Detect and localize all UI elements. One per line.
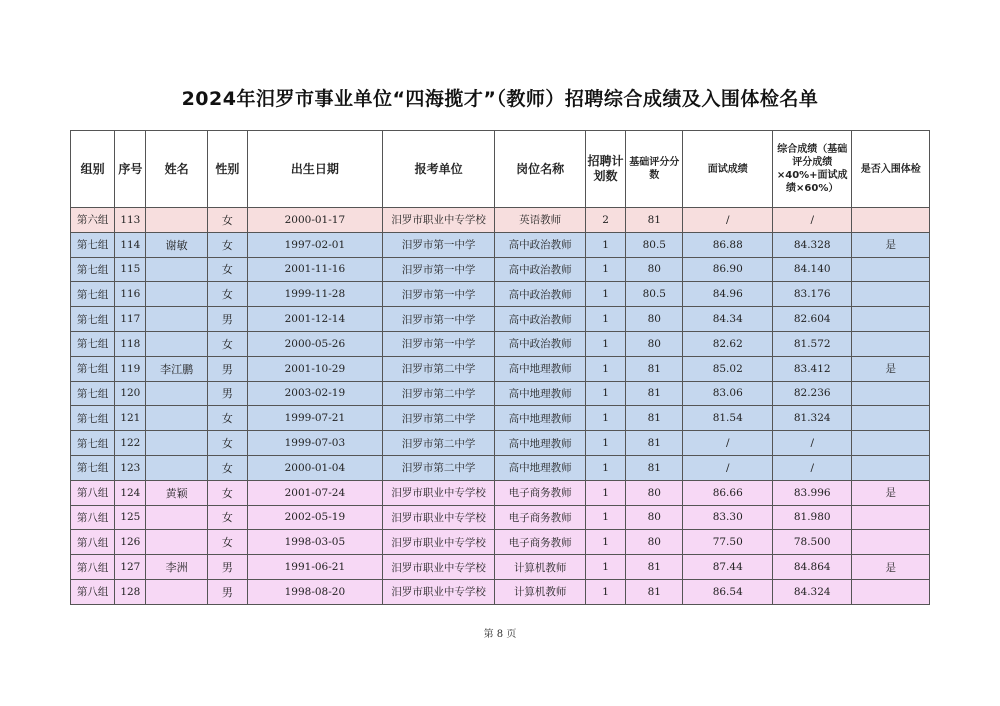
cell-serial: 119 xyxy=(115,356,146,381)
cell-total-score: / xyxy=(772,431,851,456)
cell-base-score: 81 xyxy=(626,356,683,381)
cell-interview-score: / xyxy=(683,208,773,233)
cell-gender: 女 xyxy=(207,505,247,530)
table-row xyxy=(71,431,930,456)
header-serial: 序号 xyxy=(115,131,146,208)
cell-total-score: 83.996 xyxy=(772,480,851,505)
cell-plan-count: 1 xyxy=(585,431,625,456)
cell-name xyxy=(146,455,207,480)
cell-base-score: 80 xyxy=(626,505,683,530)
cell-birth-date: 2002-05-19 xyxy=(247,505,382,530)
results-table xyxy=(70,130,930,605)
cell-post: 高中地理教师 xyxy=(495,455,586,480)
cell-shortlisted xyxy=(852,406,930,431)
cell-shortlisted xyxy=(852,307,930,332)
cell-group: 第八组 xyxy=(71,530,115,555)
header-unit: 报考单位 xyxy=(382,131,495,208)
cell-group: 第七组 xyxy=(71,455,115,480)
cell-shortlisted: 是 xyxy=(852,232,930,257)
cell-base-score: 80.5 xyxy=(626,232,683,257)
header-plan-count: 招聘计划数 xyxy=(585,131,625,208)
cell-base-score: 81 xyxy=(626,381,683,406)
cell-total-score: 83.412 xyxy=(772,356,851,381)
cell-interview-score: 86.54 xyxy=(683,579,773,604)
cell-serial: 123 xyxy=(115,455,146,480)
cell-gender: 女 xyxy=(207,406,247,431)
cell-serial: 115 xyxy=(115,257,146,282)
table-row xyxy=(71,208,930,233)
table-row xyxy=(71,530,930,555)
page-number: 第 8 页 xyxy=(483,629,517,640)
cell-plan-count: 1 xyxy=(585,505,625,530)
page-title: 2024年汨罗市事业单位“四海揽才”（教师）招聘综合成绩及入围体检名单 xyxy=(181,88,819,110)
cell-interview-score: 83.06 xyxy=(683,381,773,406)
cell-serial: 117 xyxy=(115,307,146,332)
cell-gender: 男 xyxy=(207,356,247,381)
cell-gender: 女 xyxy=(207,480,247,505)
cell-serial: 116 xyxy=(115,282,146,307)
cell-name xyxy=(146,505,207,530)
cell-group: 第七组 xyxy=(71,331,115,356)
cell-group: 第八组 xyxy=(71,555,115,580)
header-gender: 性别 xyxy=(207,131,247,208)
cell-post: 电子商务教师 xyxy=(495,480,586,505)
cell-unit: 汨罗市职业中专学校 xyxy=(382,530,495,555)
cell-serial: 120 xyxy=(115,381,146,406)
cell-plan-count: 1 xyxy=(585,232,625,257)
cell-total-score: 82.604 xyxy=(772,307,851,332)
cell-plan-count: 2 xyxy=(585,208,625,233)
header-birth-date: 出生日期 xyxy=(247,131,382,208)
cell-base-score: 81 xyxy=(626,579,683,604)
cell-plan-count: 1 xyxy=(585,331,625,356)
cell-birth-date: 1998-03-05 xyxy=(247,530,382,555)
cell-plan-count: 1 xyxy=(585,356,625,381)
cell-serial: 121 xyxy=(115,406,146,431)
cell-birth-date: 2000-05-26 xyxy=(247,331,382,356)
cell-post: 高中地理教师 xyxy=(495,381,586,406)
cell-base-score: 81 xyxy=(626,431,683,456)
cell-unit: 汨罗市第二中学 xyxy=(382,406,495,431)
cell-post: 计算机教师 xyxy=(495,555,586,580)
cell-shortlisted xyxy=(852,579,930,604)
cell-unit: 汨罗市职业中专学校 xyxy=(382,208,495,233)
cell-unit: 汨罗市第一中学 xyxy=(382,232,495,257)
cell-birth-date: 1997-02-01 xyxy=(247,232,382,257)
cell-post: 电子商务教师 xyxy=(495,530,586,555)
cell-group: 第七组 xyxy=(71,232,115,257)
cell-group: 第七组 xyxy=(71,431,115,456)
cell-base-score: 80 xyxy=(626,257,683,282)
cell-name xyxy=(146,530,207,555)
cell-serial: 122 xyxy=(115,431,146,456)
cell-name xyxy=(146,406,207,431)
header-name: 姓名 xyxy=(146,131,207,208)
cell-unit: 汨罗市第一中学 xyxy=(382,331,495,356)
cell-group: 第八组 xyxy=(71,480,115,505)
cell-gender: 女 xyxy=(207,232,247,257)
cell-gender: 女 xyxy=(207,257,247,282)
cell-plan-count: 1 xyxy=(585,480,625,505)
cell-group: 第七组 xyxy=(71,282,115,307)
cell-plan-count: 1 xyxy=(585,530,625,555)
cell-serial: 125 xyxy=(115,505,146,530)
cell-name xyxy=(146,579,207,604)
cell-gender: 女 xyxy=(207,208,247,233)
cell-interview-score: 77.50 xyxy=(683,530,773,555)
cell-interview-score: 81.54 xyxy=(683,406,773,431)
cell-name: 黄颖 xyxy=(146,480,207,505)
cell-gender: 男 xyxy=(207,579,247,604)
cell-serial: 113 xyxy=(115,208,146,233)
cell-birth-date: 2000-01-17 xyxy=(247,208,382,233)
cell-interview-score: 86.88 xyxy=(683,232,773,257)
cell-post: 电子商务教师 xyxy=(495,505,586,530)
cell-group: 第七组 xyxy=(71,257,115,282)
cell-birth-date: 2001-07-24 xyxy=(247,480,382,505)
cell-name xyxy=(146,307,207,332)
cell-total-score: 83.176 xyxy=(772,282,851,307)
cell-base-score: 81 xyxy=(626,208,683,233)
cell-shortlisted: 是 xyxy=(852,480,930,505)
cell-gender: 女 xyxy=(207,431,247,456)
cell-shortlisted xyxy=(852,257,930,282)
cell-plan-count: 1 xyxy=(585,257,625,282)
table-row xyxy=(71,232,930,257)
cell-interview-score: 84.34 xyxy=(683,307,773,332)
cell-base-score: 81 xyxy=(626,455,683,480)
cell-name: 李江鹏 xyxy=(146,356,207,381)
cell-shortlisted xyxy=(852,282,930,307)
cell-birth-date: 2001-10-29 xyxy=(247,356,382,381)
cell-name: 李洲 xyxy=(146,555,207,580)
table-row xyxy=(71,579,930,604)
table-row xyxy=(71,455,930,480)
cell-gender: 女 xyxy=(207,282,247,307)
header-base-score: 基础评分分数 xyxy=(626,131,683,208)
cell-base-score: 80 xyxy=(626,530,683,555)
cell-post: 高中地理教师 xyxy=(495,431,586,456)
cell-unit: 汨罗市职业中专学校 xyxy=(382,555,495,580)
cell-post: 高中政治教师 xyxy=(495,331,586,356)
cell-interview-score: 86.90 xyxy=(683,257,773,282)
cell-name xyxy=(146,282,207,307)
cell-base-score: 81 xyxy=(626,555,683,580)
cell-serial: 128 xyxy=(115,579,146,604)
cell-unit: 汨罗市职业中专学校 xyxy=(382,579,495,604)
cell-birth-date: 1991-06-21 xyxy=(247,555,382,580)
cell-gender: 男 xyxy=(207,381,247,406)
table-row xyxy=(71,356,930,381)
cell-unit: 汨罗市第一中学 xyxy=(382,257,495,282)
cell-post: 高中政治教师 xyxy=(495,257,586,282)
cell-total-score: 84.864 xyxy=(772,555,851,580)
cell-gender: 男 xyxy=(207,555,247,580)
cell-unit: 汨罗市第一中学 xyxy=(382,307,495,332)
cell-name: 谢敏 xyxy=(146,232,207,257)
cell-shortlisted xyxy=(852,431,930,456)
cell-unit: 汨罗市职业中专学校 xyxy=(382,505,495,530)
table-row xyxy=(71,555,930,580)
cell-group: 第六组 xyxy=(71,208,115,233)
header-interview-score: 面试成绩 xyxy=(683,131,773,208)
header-total-score: 综合成绩（基础评分成绩×40%+面试成绩×60%） xyxy=(772,131,851,208)
cell-group: 第七组 xyxy=(71,356,115,381)
cell-total-score: 84.324 xyxy=(772,579,851,604)
cell-post: 计算机教师 xyxy=(495,579,586,604)
cell-total-score: 84.140 xyxy=(772,257,851,282)
cell-name xyxy=(146,431,207,456)
cell-unit: 汨罗市第二中学 xyxy=(382,455,495,480)
cell-total-score: / xyxy=(772,455,851,480)
cell-post: 高中政治教师 xyxy=(495,282,586,307)
cell-interview-score: 87.44 xyxy=(683,555,773,580)
cell-post: 高中地理教师 xyxy=(495,356,586,381)
cell-shortlisted: 是 xyxy=(852,555,930,580)
table-row xyxy=(71,257,930,282)
cell-plan-count: 1 xyxy=(585,579,625,604)
cell-serial: 127 xyxy=(115,555,146,580)
cell-base-score: 80 xyxy=(626,480,683,505)
cell-post: 高中地理教师 xyxy=(495,406,586,431)
cell-unit: 汨罗市第二中学 xyxy=(382,431,495,456)
table-row xyxy=(71,307,930,332)
cell-base-score: 80.5 xyxy=(626,282,683,307)
header-post: 岗位名称 xyxy=(495,131,586,208)
cell-interview-score: / xyxy=(683,431,773,456)
cell-shortlisted xyxy=(852,381,930,406)
table-row xyxy=(71,480,930,505)
cell-unit: 汨罗市第一中学 xyxy=(382,282,495,307)
cell-plan-count: 1 xyxy=(585,381,625,406)
header-group: 组别 xyxy=(71,131,115,208)
cell-plan-count: 1 xyxy=(585,406,625,431)
cell-interview-score: 86.66 xyxy=(683,480,773,505)
cell-shortlisted xyxy=(852,530,930,555)
cell-birth-date: 1999-11-28 xyxy=(247,282,382,307)
cell-total-score: 78.500 xyxy=(772,530,851,555)
cell-birth-date: 2001-12-14 xyxy=(247,307,382,332)
cell-total-score: 81.324 xyxy=(772,406,851,431)
cell-serial: 126 xyxy=(115,530,146,555)
cell-plan-count: 1 xyxy=(585,307,625,332)
cell-name xyxy=(146,331,207,356)
cell-group: 第七组 xyxy=(71,406,115,431)
cell-group: 第八组 xyxy=(71,579,115,604)
cell-plan-count: 1 xyxy=(585,555,625,580)
cell-gender: 男 xyxy=(207,307,247,332)
table-row xyxy=(71,331,930,356)
cell-birth-date: 2000-01-04 xyxy=(247,455,382,480)
cell-base-score: 80 xyxy=(626,307,683,332)
cell-group: 第八组 xyxy=(71,505,115,530)
cell-post: 高中政治教师 xyxy=(495,307,586,332)
cell-name xyxy=(146,208,207,233)
cell-birth-date: 1999-07-21 xyxy=(247,406,382,431)
table-header xyxy=(71,131,930,208)
cell-group: 第七组 xyxy=(71,381,115,406)
cell-group: 第七组 xyxy=(71,307,115,332)
cell-name xyxy=(146,381,207,406)
cell-shortlisted xyxy=(852,505,930,530)
cell-gender: 女 xyxy=(207,455,247,480)
cell-shortlisted xyxy=(852,331,930,356)
header-shortlisted: 是否入围体检 xyxy=(852,131,930,208)
cell-total-score: 81.980 xyxy=(772,505,851,530)
cell-interview-score: 83.30 xyxy=(683,505,773,530)
cell-unit: 汨罗市第二中学 xyxy=(382,381,495,406)
cell-gender: 女 xyxy=(207,331,247,356)
cell-plan-count: 1 xyxy=(585,282,625,307)
cell-base-score: 81 xyxy=(626,406,683,431)
cell-birth-date: 2003-02-19 xyxy=(247,381,382,406)
cell-serial: 114 xyxy=(115,232,146,257)
cell-unit: 汨罗市职业中专学校 xyxy=(382,480,495,505)
cell-unit: 汨罗市第二中学 xyxy=(382,356,495,381)
cell-post: 英语教师 xyxy=(495,208,586,233)
cell-birth-date: 2001-11-16 xyxy=(247,257,382,282)
table-row xyxy=(71,282,930,307)
cell-gender: 女 xyxy=(207,530,247,555)
table-row xyxy=(71,505,930,530)
cell-interview-score: / xyxy=(683,455,773,480)
cell-total-score: 84.328 xyxy=(772,232,851,257)
cell-birth-date: 1998-08-20 xyxy=(247,579,382,604)
cell-interview-score: 84.96 xyxy=(683,282,773,307)
table-row xyxy=(71,406,930,431)
cell-total-score: 81.572 xyxy=(772,331,851,356)
cell-interview-score: 82.62 xyxy=(683,331,773,356)
cell-total-score: / xyxy=(772,208,851,233)
header-row xyxy=(71,131,930,208)
cell-plan-count: 1 xyxy=(585,455,625,480)
table-row xyxy=(71,381,930,406)
cell-serial: 124 xyxy=(115,480,146,505)
table-body xyxy=(71,208,930,605)
cell-post: 高中政治教师 xyxy=(495,232,586,257)
cell-shortlisted xyxy=(852,208,930,233)
cell-name xyxy=(146,257,207,282)
cell-shortlisted xyxy=(852,455,930,480)
cell-serial: 118 xyxy=(115,331,146,356)
cell-birth-date: 1999-07-03 xyxy=(247,431,382,456)
cell-total-score: 82.236 xyxy=(772,381,851,406)
cell-base-score: 80 xyxy=(626,331,683,356)
cell-interview-score: 85.02 xyxy=(683,356,773,381)
cell-shortlisted: 是 xyxy=(852,356,930,381)
